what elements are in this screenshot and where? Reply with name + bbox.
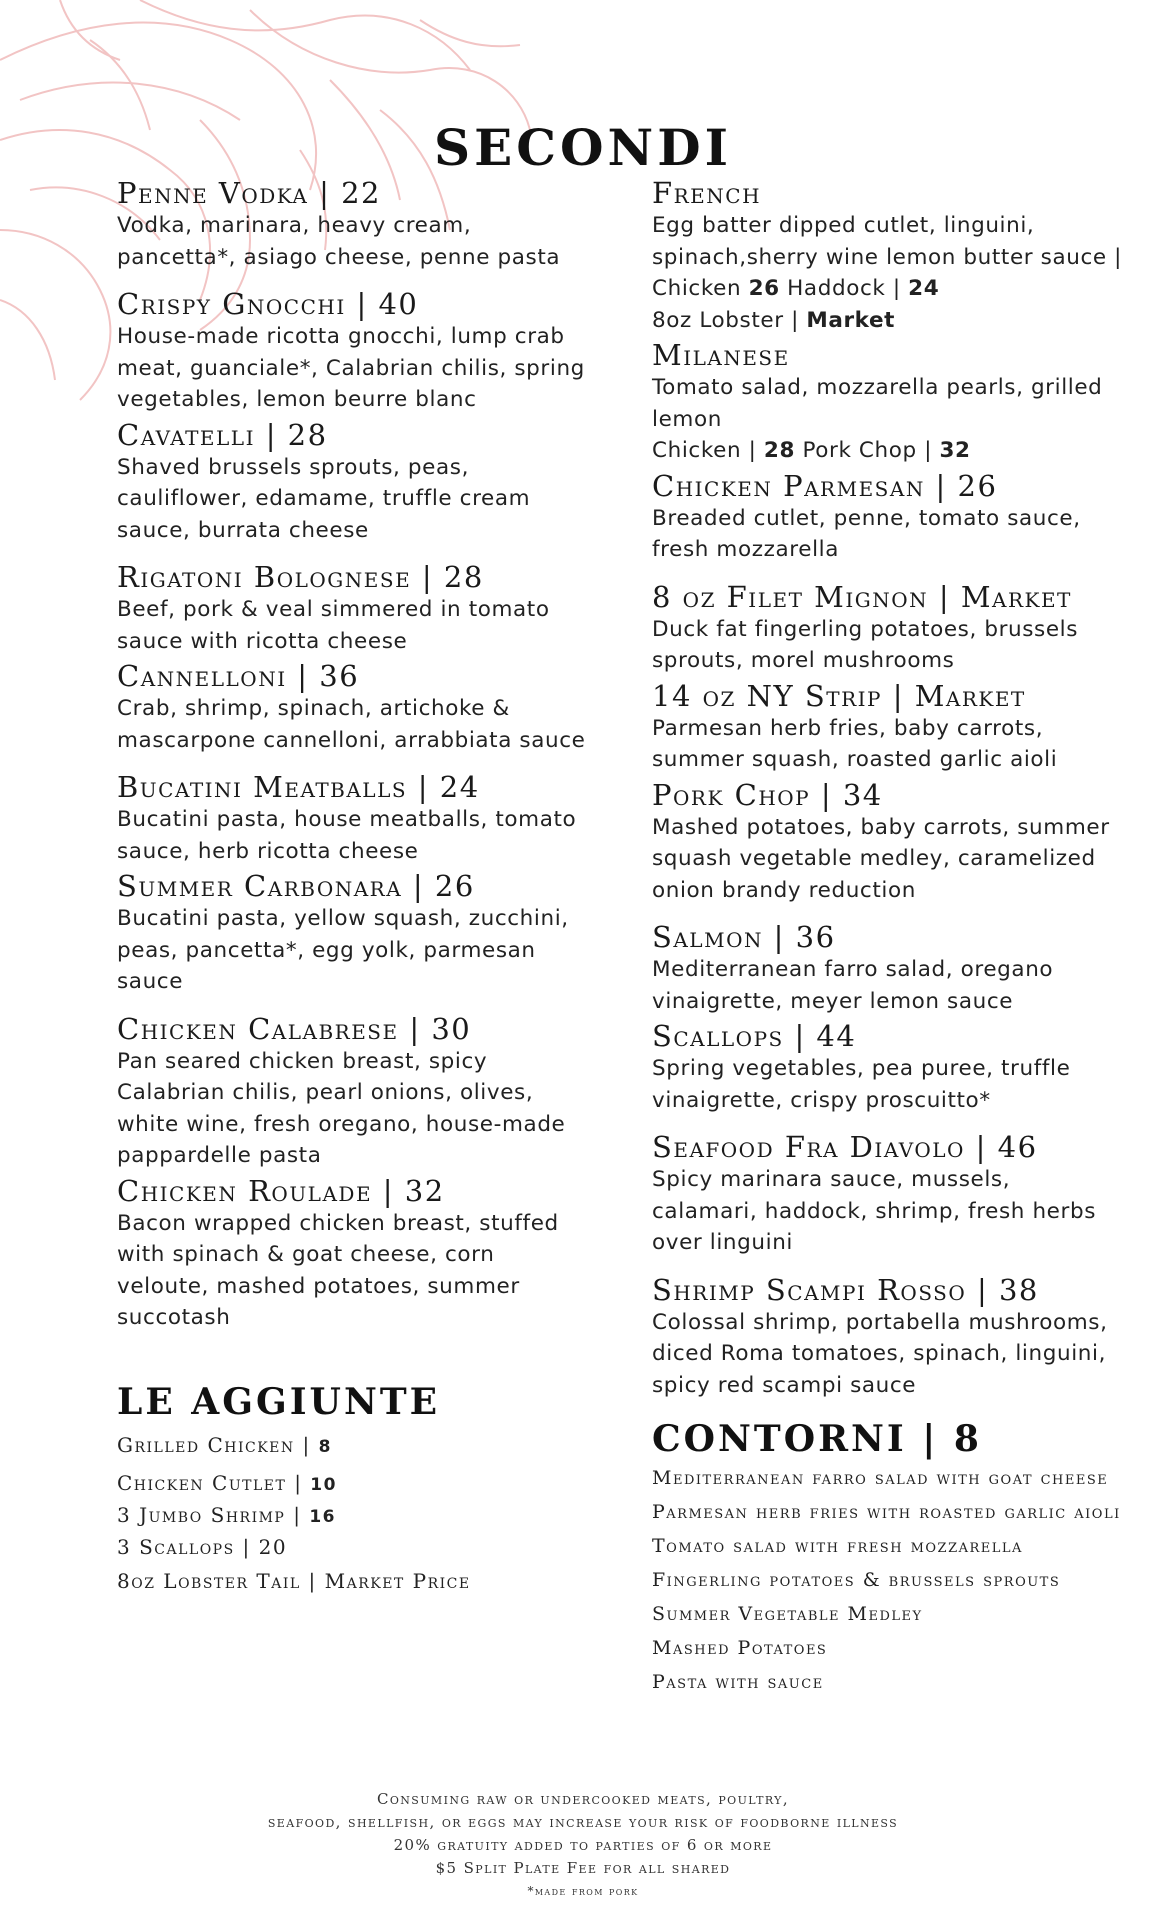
addon-item: 3 Jumbo Shrimp | 16 xyxy=(117,1502,336,1527)
side-item: Parmesan herb fries with roasted garlic aioli xyxy=(652,1501,1121,1523)
item-description: Bucatini pasta, yellow squash, zucchini, peas, pancetta*, egg yolk, parmesan sauce xyxy=(117,906,569,994)
footer-line: seafood, shellfish, or eggs may increase your risk of foodborne illness xyxy=(267,1813,899,1831)
item-description: House-made ricotta gnocchi, lump crab meat, guanciale*, Calabrian chilis, spring vegetables, lemon beurre blanc xyxy=(117,324,585,412)
item-description: Crab, shrimp, spinach, artichoke & mascarpone cannelloni, arrabbiata sauce xyxy=(117,696,586,753)
aggiunte-heading: LE AGGIUNTE xyxy=(117,1380,441,1423)
menu-item xyxy=(652,920,1122,1017)
item-description: Colossal shrimp, portabella mushrooms, diced Roma tomatoes, spinach, linguini, spicy red scampi sauce xyxy=(652,1309,1108,1398)
item-name: Pork Chop | 34 xyxy=(652,777,883,812)
addon-item: Grilled Chicken | 8 xyxy=(117,1432,332,1457)
menu-item xyxy=(117,176,587,273)
item-name: French xyxy=(652,176,762,210)
item-description: Duck fat fingerling potatoes, brussels sprouts, morel mushrooms xyxy=(652,616,1079,673)
menu-item xyxy=(652,469,1122,566)
addon-item: 8oz Lobster Tail | Market Price xyxy=(117,1568,471,1593)
item-description: Vodka, marinara, heavy cream, pancetta*, asiago cheese, penne pasta xyxy=(117,213,561,270)
side-item: Fingerling potatoes & brussels sprouts xyxy=(652,1569,1061,1591)
item-description: Mashed potatoes, baby carrots, summer squash vegetable medley, caramelized onion brandy reduction xyxy=(652,814,1110,903)
side-item: Mashed Potatoes xyxy=(652,1637,828,1659)
item-name: Bucatini Meatballs | 24 xyxy=(117,770,480,804)
menu-item xyxy=(117,869,587,998)
menu-item xyxy=(117,560,587,657)
menu-item xyxy=(652,778,1122,907)
footer-line: 20% gratuity added to parties of 6 or more xyxy=(393,1836,773,1854)
item-description: Egg batter dipped cutlet, linguini, spinach,sherry wine lemon butter sauce | Chicken 26 Haddock | 24 8oz Lobster | Market xyxy=(652,213,1122,333)
item-description: Parmesan herb fries, baby carrots, summer squash, roasted garlic aioli xyxy=(652,715,1058,772)
menu-item xyxy=(652,176,1122,336)
item-name: Shrimp Scampi Rosso | 38 xyxy=(652,1272,1039,1307)
item-name: Salmon | 36 xyxy=(652,920,836,954)
addon-item: Chicken Cutlet | 10 xyxy=(117,1470,337,1495)
addon-item: 3 Scallops | 20 xyxy=(117,1534,288,1559)
item-name: Scallops | 44 xyxy=(652,1019,857,1053)
item-description: Breaded cutlet, penne, tomato sauce, fresh mozzarella xyxy=(652,505,1081,562)
menu-item xyxy=(652,338,1122,467)
item-name: 14 oz NY Strip | Market xyxy=(652,678,1026,713)
item-name: 8 oz Filet Mignon | Market xyxy=(652,579,1072,614)
item-description: Mediterranean farro salad, oregano vinaigrette, meyer lemon sauce xyxy=(652,957,1054,1014)
page-title: SECONDI xyxy=(433,118,733,177)
item-description: Bucatini pasta, house meatballs, tomato sauce, herb ricotta cheese xyxy=(117,807,577,864)
side-item: Tomato salad with fresh mozzarella xyxy=(652,1535,1023,1557)
right-column xyxy=(652,176,1122,1705)
item-name: Milanese xyxy=(652,338,790,372)
menu-item xyxy=(652,1273,1122,1402)
menu-item xyxy=(117,1012,587,1172)
item-name: Seafood Fra Diavolo | 46 xyxy=(652,1130,1038,1164)
item-description: Shaved brussels sprouts, peas, cauliflower, edamame, truffle cream sauce, burrata cheese xyxy=(117,454,531,543)
footer-line: $5 Split Plate Fee for all shared xyxy=(435,1859,731,1877)
side-item: Summer Vegetable Medley xyxy=(652,1603,923,1625)
menu-item xyxy=(652,1019,1122,1116)
item-description: Beef, pork & veal simmered in tomato sauce with ricotta cheese xyxy=(117,597,550,654)
footer-note: *made from pork xyxy=(527,1884,639,1898)
item-name: Rigatoni Bolognese | 28 xyxy=(117,560,484,594)
menu-item xyxy=(652,679,1122,776)
footer-line: Consuming raw or undercooked meats, poultry, xyxy=(376,1790,789,1808)
item-name: Summer Carbonara | 26 xyxy=(117,869,475,903)
menu-item xyxy=(117,770,587,867)
menu-item xyxy=(117,659,587,756)
item-name: Chicken Calabrese | 30 xyxy=(117,1011,472,1046)
item-description: Spring vegetables, pea puree, truffle vinaigrette, crispy proscuitto* xyxy=(652,1056,1071,1113)
item-name: Chicken Roulade | 32 xyxy=(117,1173,445,1208)
menu-item xyxy=(117,418,587,547)
item-name: Cavatelli | 28 xyxy=(117,417,328,452)
menu-item xyxy=(117,1174,587,1334)
item-name: Chicken Parmesan | 26 xyxy=(652,468,998,503)
item-description: Tomato salad, mozzarella pearls, grilled lemon Chicken | 28 Pork Chop | 32 xyxy=(652,375,1103,463)
item-description: Pan seared chicken breast, spicy Calabrian chilis, pearl onions, olives, white wine, fresh oregano, house-made pappardelle pasta xyxy=(117,1048,566,1168)
left-column xyxy=(117,176,587,1596)
menu-item xyxy=(652,1130,1122,1259)
item-description: Spicy marinara sauce, mussels, calamari, haddock, shrimp, fresh herbs over linguini xyxy=(652,1167,1097,1255)
menu-item xyxy=(652,580,1122,677)
menu-item xyxy=(117,287,587,416)
side-item: Mediterranean farro salad with goat cheese xyxy=(652,1467,1109,1489)
item-description: Bacon wrapped chicken breast, stuffed with spinach & goat cheese, corn veloute, mashed potatoes, summer succotash xyxy=(117,1210,559,1330)
side-item: Pasta with sauce xyxy=(652,1671,824,1693)
item-name: Crispy Gnocchi | 40 xyxy=(117,287,419,321)
disclaimer-footer xyxy=(0,1788,1166,1903)
contorni-heading: CONTORNI | 8 xyxy=(652,1418,982,1460)
item-name: Penne Vodka | 22 xyxy=(117,176,381,210)
item-name: Cannelloni | 36 xyxy=(117,659,360,693)
